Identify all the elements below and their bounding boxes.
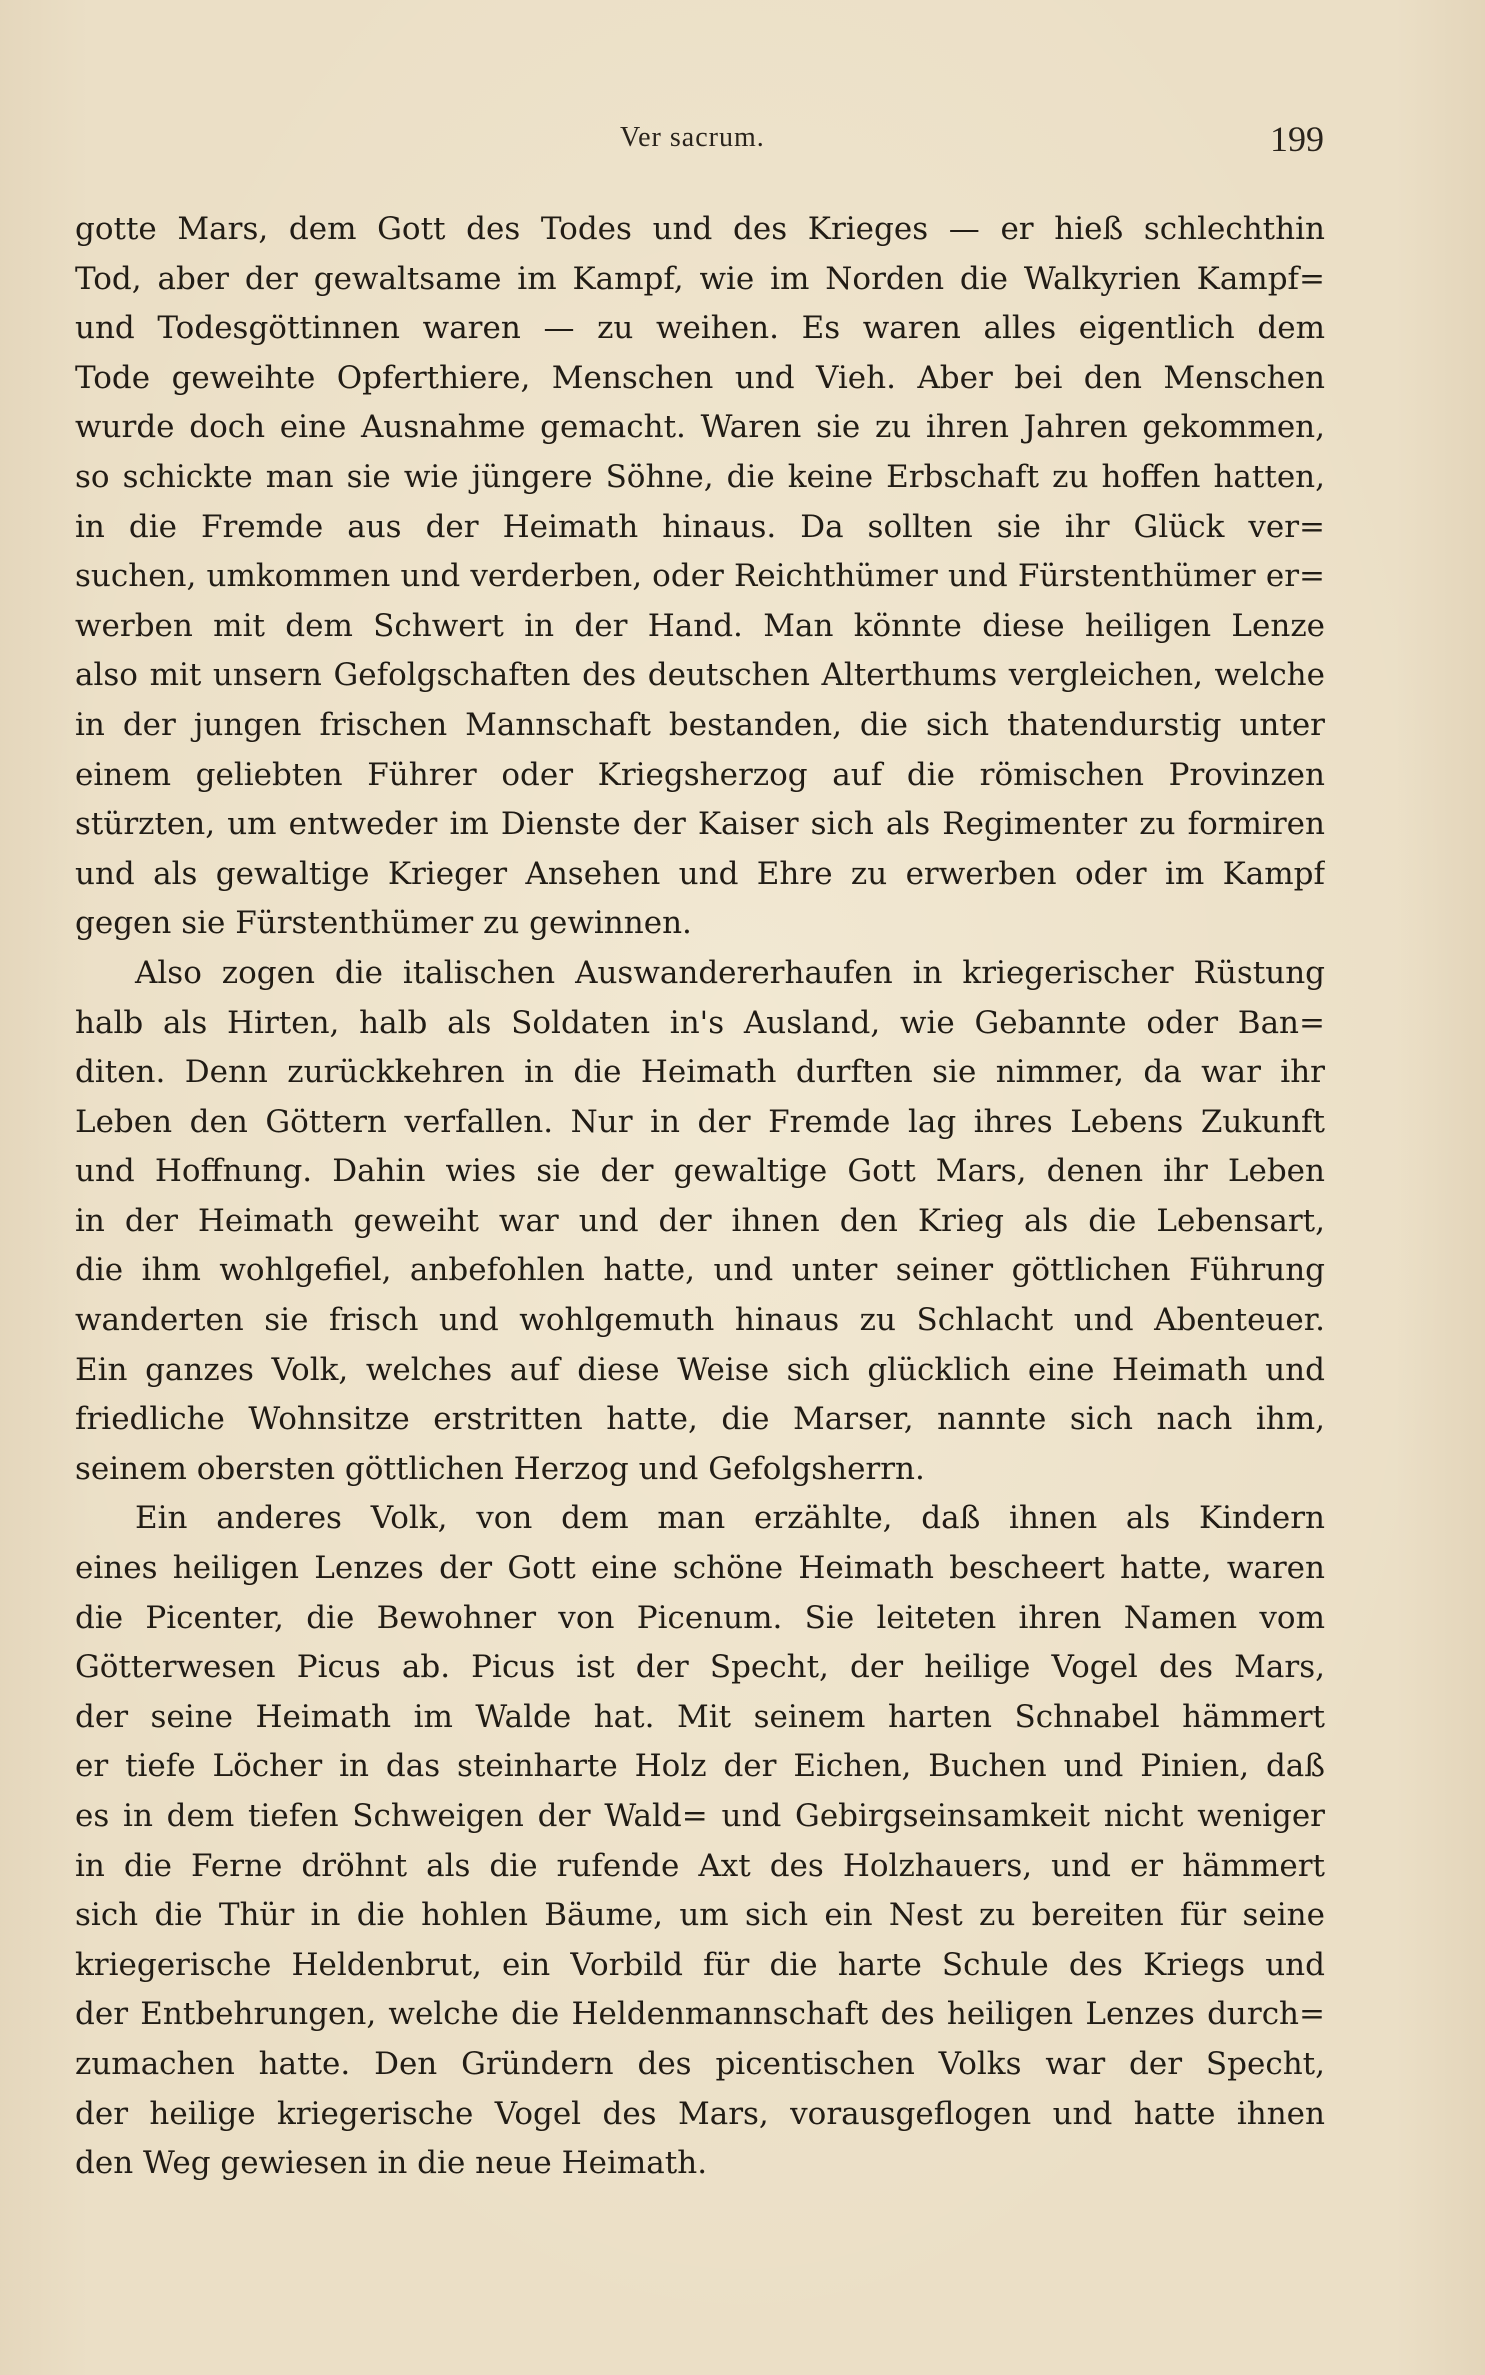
paragraph-first-line: Ein anderes Volk, von dem man erzählte, daß ihnen als Kindern — [135, 1500, 1325, 1537]
text-line: Ein ganzes Volk, welches auf diese Weise sich glücklich eine Heimath und — [75, 1351, 1325, 1388]
text-line: sich die Thür in die hohlen Bäume, um sich ein Nest zu bereiten für seine — [75, 1897, 1325, 1934]
text-line: er tiefe Löcher in das steinharte Holz der Eichen, Buchen und Pinien, daß — [75, 1748, 1325, 1785]
text-line: und Hoffnung. Dahin wies sie der gewaltige Gott Mars, denen ihr Leben — [75, 1153, 1325, 1190]
text-line: und Todesgöttinnen waren — zu weihen. Es waren alles eigentlich dem — [75, 310, 1325, 347]
text-line: stürzten, um entweder im Dienste der Kaiser sich als Regimenter zu formiren — [75, 806, 1325, 843]
text-line: zumachen hatte. Den Gründern des picentischen Volks war der Specht, — [75, 2045, 1325, 2082]
text-line: also mit unsern Gefolgschaften des deutschen Alterthums vergleichen, welche — [75, 657, 1325, 694]
text-line: die Picenter, die Bewohner von Picenum. Sie leiteten ihren Namen vom — [75, 1599, 1325, 1636]
text-line: Götterwesen Picus ab. Picus ist der Specht, der heilige Vogel des Mars, — [75, 1649, 1325, 1686]
text-line: Leben den Göttern verfallen. Nur in der Fremde lag ihres Lebens Zukunft — [75, 1103, 1325, 1140]
text-line: wanderten sie frisch und wohlgemuth hinaus zu Schlacht und Abenteuer. — [75, 1302, 1325, 1339]
text-line: eines heiligen Lenzes der Gott eine schöne Heimath beschеert hatte, waren — [75, 1550, 1325, 1587]
page-number: 199 — [1270, 119, 1324, 159]
text-line: wurde doch eine Ausnahme gemacht. Waren sie zu ihren Jahren gekommen, — [75, 409, 1325, 446]
text-line: der heilige kriegerische Vogel des Mars, vorausgeflogen und hatte ihnen — [75, 2095, 1325, 2132]
text-line: werben mit dem Schwert in der Hand. Man könnte diese heiligen Lenze — [75, 607, 1325, 644]
text-line: und als gewaltige Krieger Ansehen und Ehre zu erwerben oder im Kampf — [75, 855, 1325, 892]
text-line: suchen, umkommen und verderben, oder Reichthümer und Fürstenthümer er= — [75, 558, 1325, 595]
text-line: halb als Hirten, halb als Soldaten in's Ausland, wie Gebannte oder Ban= — [75, 1004, 1325, 1041]
text-line: so schickte man sie wie jüngere Söhne, die keine Erbschaft zu hoffen hatten, — [75, 458, 1325, 495]
text-line: gotte Mars, dem Gott des Todes und des Krieges — er hieß schlechthin — [75, 211, 1325, 247]
text-line: in der Heimath geweiht war und der ihnen den Krieg als die Lebensart, — [75, 1202, 1325, 1239]
body-text — [75, 205, 1325, 2189]
text-line: Tode geweihte Opferthiere, Menschen und Vieh. Aber bei den Menschen — [75, 359, 1325, 396]
text-line: einem geliebten Führer oder Kriegsherzog auf die römischen Provinzen — [75, 756, 1325, 793]
text-line: in die Fremde aus der Heimath hinaus. Da sollten sie ihr Glück ver= — [75, 508, 1325, 545]
text-line: es in dem tiefen Schweigen der Wald= und Gebirgseinsamkeit nicht weniger — [75, 1798, 1325, 1834]
text-line: diten. Denn zurückkehren in die Heimath durften sie nimmer, da war ihr — [75, 1054, 1325, 1091]
paragraph-last-line: gegen sie Fürstenthümer zu gewinnen. — [75, 905, 692, 942]
text-line: Tod, aber der gewaltsame im Kampf, wie im Norden die Walkyrien Kampf= — [75, 260, 1325, 297]
running-head: Ver sacrum. — [620, 122, 765, 153]
paragraph-last-line: seinem obersten göttlichen Herzog und Gefolgsherrn. — [75, 1450, 925, 1487]
text-line: der seine Heimath im Walde hat. Mit seinem harten Schnabel hämmert — [75, 1698, 1325, 1735]
text-line: friedliche Wohnsitze erstritten hatte, die Marser, nannte sich nach ihm, — [75, 1401, 1325, 1438]
text-line: die ihm wohlgefiel, anbefohlen hatte, und unter seiner göttlichen Führung — [75, 1252, 1325, 1289]
text-line: in die Ferne dröhnt als die rufende Axt des Holzhauers, und er hämmert — [75, 1847, 1325, 1884]
paragraph-last-line: den Weg gewiesen in die neue Heimath. — [75, 2145, 708, 2182]
text-line: kriegerische Heldenbrut, ein Vorbild für die harte Schule des Kriegs und — [75, 1946, 1325, 1983]
text-line: in der jungen frischen Mannschaft bestanden, die sich thatendurstig unter — [75, 706, 1325, 743]
text-line: der Entbehrungen, welche die Heldenmannschaft des heiligen Lenzes durch= — [75, 1996, 1325, 2033]
paragraph-first-line: Also zogen die italischen Auswandererhaufen in kriegerischer Rüstung — [135, 954, 1325, 991]
